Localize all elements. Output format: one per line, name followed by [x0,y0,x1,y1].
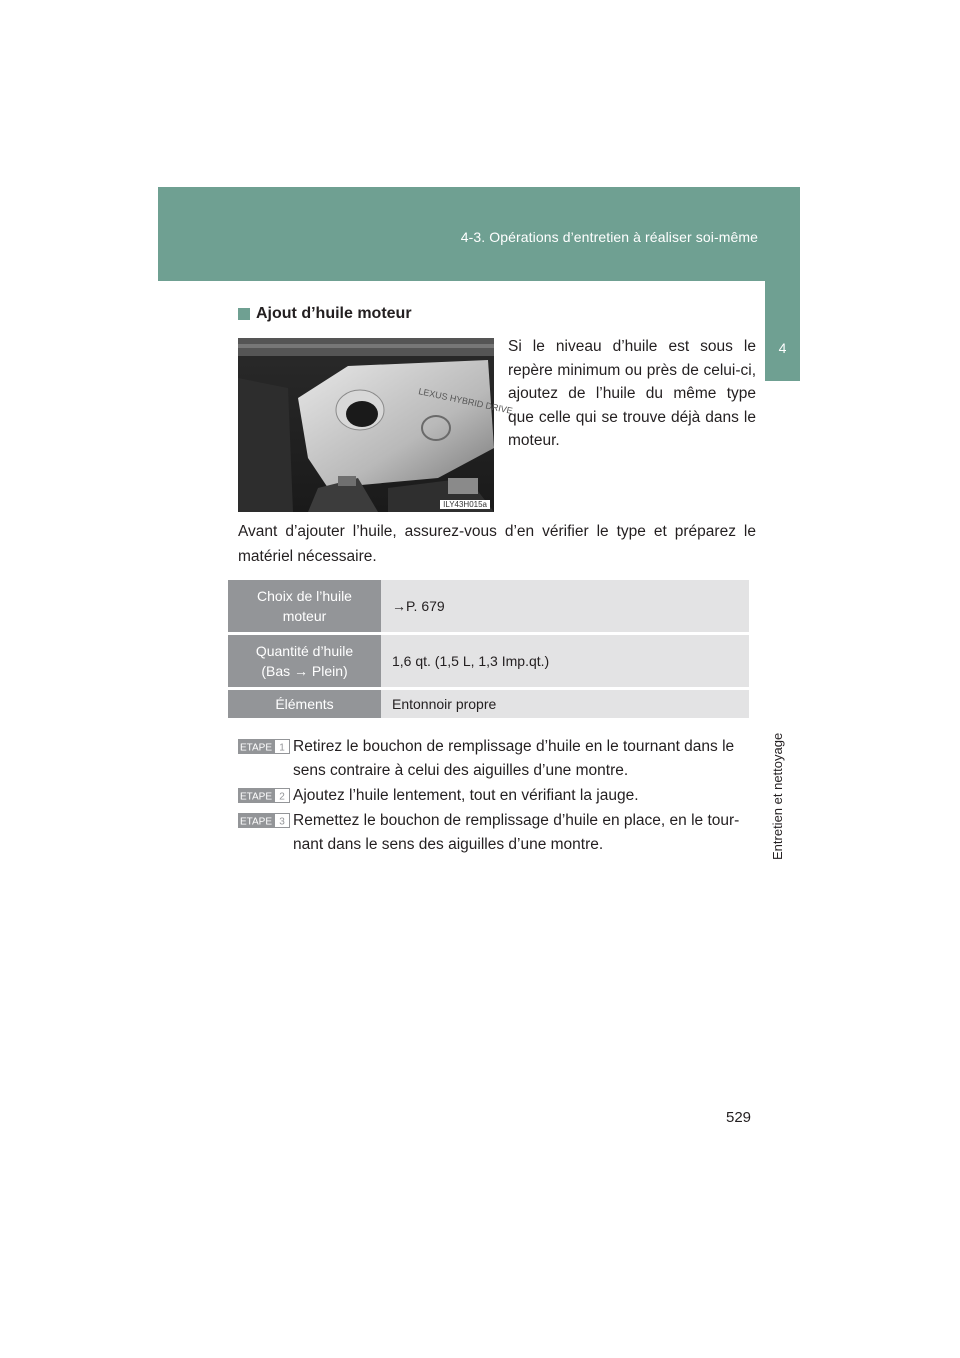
svg-text:1: 1 [279,742,285,754]
table-value-cell: 1,6 qt. (1,5 L, 1,3 Imp.qt.) [381,635,749,687]
table-row [228,690,749,718]
engine-photo [238,338,514,512]
svg-text:3: 3 [279,816,285,828]
heading-text: Ajout d’huile moteur [256,305,412,322]
step-badge-icon [238,788,290,803]
step-text: Ajoutez l’huile lentement, tout en vérifiant la jauge. [293,787,639,804]
step-text: Retirez le bouchon de remplissage d’huile en le tournant dans le sens contraire à celui des aiguilles d’une montre. [293,738,735,779]
section-title: 4-3. Opérations d’entretien à réaliser soi-même [460,229,758,245]
preparation-paragraph: Avant d’ajouter l’huile, assurez-vous d’en vérifier le type et préparez le matériel nécessaire. [238,523,756,565]
chapter-number: 4 [778,340,787,356]
header-band [158,187,800,281]
photo-code: ILY43H015a [440,500,490,509]
step-badge-icon [238,813,290,828]
table-label-cell: Quantité d’huile (Bas → Plein) [228,635,381,687]
svg-text:ETAPE: ETAPE [239,791,273,803]
table-label-cell: Choix de l’huile moteur [228,580,381,632]
step-2 [238,784,756,808]
table-value-cell: Entonnoir propre [381,690,749,718]
svg-text:2: 2 [279,791,285,803]
section-heading [238,305,412,323]
heading-square-icon [238,308,250,320]
step-badge-icon [238,739,290,754]
step-text: Remettez le bouchon de remplissage d’huile en place, en le tour-nant dans le sens des aiguilles d’une montre. [293,812,740,853]
engine-illustration [238,338,514,512]
table-value-cell: →P. 679 [381,580,749,632]
spec-table [228,580,749,718]
cover-text: LEXUS HYBRID DRIVE [417,386,514,416]
step-3 [238,809,756,857]
table-row [228,580,749,632]
svg-text:ETAPE: ETAPE [239,816,273,828]
intro-text: Si le niveau d’huile est sous le repère minimum ou près de celui-ci, ajoutez de l’huile du même type que celle qui se trouve déjà dans le moteur. [508,338,756,449]
table-label-cell: Éléments [228,690,381,718]
chapter-label: Entretien et nettoyage [770,732,785,860]
page-number: 529 [726,1109,752,1126]
svg-text:ETAPE: ETAPE [239,742,273,754]
table-row [228,635,749,687]
step-1 [238,735,756,783]
